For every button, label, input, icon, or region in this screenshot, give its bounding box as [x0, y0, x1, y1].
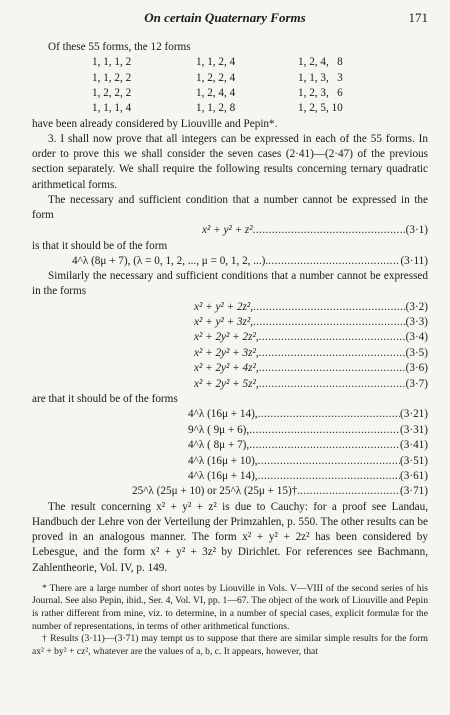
grid-cell: 1, 1, 2, 2 [92, 71, 132, 84]
result-paragraph: The result concerning x² + y² + z² is due to Cauchy: for a proof see Landau, Handbuch der Lehre von der Verteilung der Primzahlen, p. 550. The other results can be proved in an analogous manner. The form x² + y² + 2z² has been considered by Lebesgue, and the form x² + y² + 3z² by Dirichlet. For references see Bachmann, Zahlentheorie, Vol. IV, p. 149. [32, 500, 428, 574]
equation-tag: (3·11) [400, 254, 428, 267]
equation-tag: (3·1) [405, 224, 428, 237]
equation-3-71 [32, 484, 428, 499]
necessary-condition-text: The necessary and sufficient condition that a number cannot be expressed in the form [32, 193, 428, 222]
equation-tag: (3·5) [405, 346, 428, 359]
equation-expr: x² + 2y² + 4z², [194, 362, 259, 375]
grid-cell: 1, 2, 2, 2 [92, 87, 132, 100]
similarly-text: Similarly the necessary and sufficient conditions that a number cannot be expressed in the forms [32, 270, 428, 298]
equation-expr: x² + 2y² + 5z², [194, 377, 259, 390]
grid-cell: 1, 1, 3, 3 [298, 71, 343, 84]
grid-cell: 1, 2, 4, 8 [298, 56, 343, 69]
equation-tag: (3·51) [400, 454, 428, 467]
grid-cell: 1, 1, 1, 2 [92, 56, 132, 69]
grid-cell: 1, 1, 2, 4 [196, 56, 236, 69]
result-equation [32, 423, 428, 438]
equation-tag: (3·6) [405, 362, 428, 375]
footnote: † Results (3·11)—(3·71) may tempt us to suppose that there are similar simple results for the form ax² + by² + cz², whatever are the values of a, b, c. It appears, however, that [32, 633, 428, 657]
equation-3-11 [32, 254, 428, 269]
equation-expr: x² + y² + 3z², [194, 316, 254, 329]
page-number: 171 [408, 10, 428, 25]
footnotes [32, 583, 428, 659]
equation-expr: x² + 2y² + 3z², [194, 346, 259, 359]
equation-expr: x² + y² + 2z², [194, 300, 254, 313]
equation-3-1 [32, 223, 428, 238]
grid-cell: 1, 2, 4, 4 [196, 87, 236, 100]
results-list [32, 407, 428, 484]
equation-expr: 4^λ (16μ + 14), [188, 469, 258, 482]
equation-expr: 4^λ (8μ + 7), (λ = 0, 1, 2, ..., μ = 0, 1, 2, ...). [72, 254, 269, 267]
form-equation [32, 330, 428, 345]
equation-tag: (3·41) [400, 439, 428, 452]
grid-cell: 1, 1, 2, 8 [196, 102, 236, 115]
equation-tag: (3·4) [405, 331, 428, 344]
equation-tag: (3·3) [405, 316, 428, 329]
result-equation [32, 454, 428, 469]
main-text [32, 40, 428, 658]
equation-expr: 4^λ ( 8μ + 7), [188, 439, 250, 452]
running-header [0, 10, 450, 30]
equation-expr: 25^λ (25μ + 10) or 25^λ (25μ + 15)†. [132, 485, 301, 498]
result-equation [32, 438, 428, 453]
equation-expr: x² + 2y² + 2z², [194, 331, 259, 344]
forms-list [32, 300, 428, 392]
form-equation [32, 300, 428, 315]
equation-tag: (3·7) [405, 377, 428, 390]
are-that-line: are that it should be of the forms [32, 393, 178, 406]
result-equation [32, 469, 428, 484]
equation-expr: 4^λ (16μ + 14), [188, 408, 258, 421]
intro-line: Of these 55 forms, the 12 forms [48, 41, 191, 53]
after-grid-line: have been already considered by Liouville and Pepin*. [32, 117, 278, 130]
forms-grid [92, 55, 428, 117]
footnote: * There are a large number of short notes by Liouville in Vols. V—VIII of the second series of his Journal. See also Pepin, ibid., Ser. 4, Vol. VI, pp. 1—67. The object of the work of Liouville and Pepin is rather different from mine, viz. to determine, in a number of special cases, explicit formulæ for the number of representations, in terms of other arithmetical functions. [32, 582, 428, 632]
form-equation [32, 346, 428, 361]
grid-cell: 1, 2, 3, 6 [298, 87, 343, 100]
equation-expr: x² + y² + z² [202, 224, 253, 237]
equation-tag: (3·21) [400, 408, 428, 421]
equation-tag: (3·71) [400, 485, 428, 498]
result-equation [32, 407, 428, 422]
form-equation [32, 315, 428, 330]
grid-cell: 1, 2, 2, 4 [196, 71, 236, 84]
form-equation [32, 361, 428, 376]
running-title: On certain Quaternary Forms [144, 10, 306, 25]
paragraph-3: 3. I shall now prove that all integers can be expressed in each of the 55 forms. In order to prove this we shall consider the seven cases (2·41)—(2·47) of the previous section separately. We shall require the following results concerning ternary quadratic arithmetical forms. [32, 133, 428, 191]
equation-tag: (3·2) [405, 300, 428, 313]
equation-tag: (3·31) [400, 423, 428, 436]
grid-cell: 1, 1, 1, 4 [92, 102, 132, 115]
equation-tag: (3·61) [400, 469, 428, 482]
equation-expr: 4^λ (16μ + 10), [188, 454, 258, 467]
is-that-line: is that it should be of the form [32, 239, 168, 252]
form-equation [32, 377, 428, 392]
grid-cell: 1, 2, 5, 10 [298, 102, 343, 115]
equation-expr: 9^λ ( 9μ + 6), [188, 423, 250, 436]
